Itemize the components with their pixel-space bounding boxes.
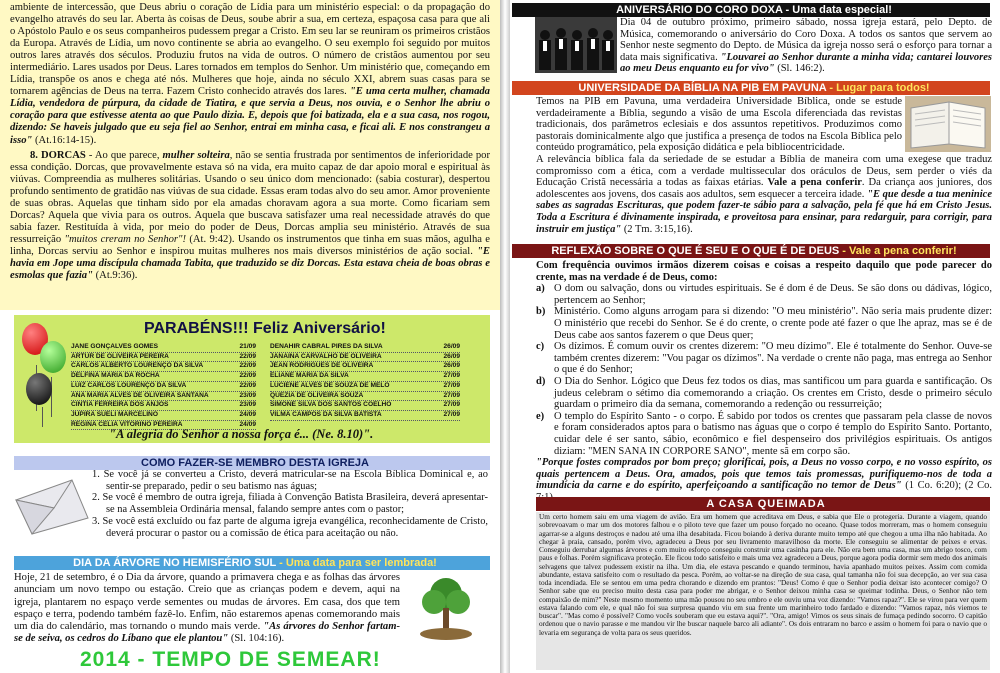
tree-article: Hoje, 21 de setembro, é o Dia da árvore, quando a primavera chega e as folhas das árvores anunciam um novo tempo ou estação. Creio que as crianças podem e devem, aqui na igreja, plantarem no espaço verde sementes ou mudas de árvores. Em casa, dos que tem espaço e terra, podendo também fazê-lo. Enfim, não estaremos apenas comemorando mais um dia do calendário, mas tornando o mundo mais verde. "As árvores do Senhor fartam-se de seiva, os cedros do Líbano que ele plantou" (Sl. 104:16). — [14, 572, 400, 645]
coro-title: ANIVERSÁRIO DO CORO DOXA - Uma data especial! — [512, 3, 990, 17]
birthday-row — [270, 382, 460, 392]
birthday-name: JANE GONÇALVES GOMES — [71, 343, 159, 350]
casa-article: Um certo homem saiu em uma viagem de avião. Era um homem que acreditava em Deus, e sabia que Ele o protegeria. Durante a viagem, quando sobrevoavam o mar um dos motores falhou e o piloto teve que fazer um pouso forçado no oceano. Quase todos morreram, mas o homem conseguiu agarrar-se a alguns destroços e nadou até uma ilha desabitada. Ficou boiando à deriva durante muito tempo até que chegou a uma ilha não habitada. Ao chegar à praia, cansado, porém vivo, agradeceu a Deus por seu livramento maravilhoso da morte. Ele conseguiu se alimentar de peixes e ervas. Conseguiu derrubar algumas árvores e com muito esforço conseguiu construir uma casinha para ele. Não era bem uma casa, mas um abrigo tosco, com paus e folhas. Porém significava proteção. Ele ficou todo satisfeito e mais uma vez agradeceu a Deus, porque agora podia dormir sem medo dos animais selvagens que talvez pudessem existir na ilha. Um dia, ele estava pescando e quando terminou, havia apanhado muitos peixes. Assim com comida abundante, estava satisfeito com o resultado da pesca. Porém, ao voltar-se na direção de sua casa, qual tamanha não foi sua decepção, ao ver sua casa toda incendiada. Ele se sentou em uma pedra chorando e dizendo em prantos: "Deus! Como é que o Senhor podia deixar isto acontecer comigo? O Senhor sabe que eu preciso muito desta casa para poder me abrigar, e o Senhor deixou minha casa se queimar todinha. Deus, o Senhor não tem compaixão de mim?" Neste mesmo momento uma mão pousou no seu ombro e ele ouviu uma voz dizendo: "Vamos rapaz?". Ele se virou para ver quem estava falando com ele, e qual não foi sua surpresa quando viu em sua frente um marinheiro todo fardado e dizendo: "Vamos rapaz, nós viemos te buscar". "Mas como é possível? Como vocês souberam que eu estava aqui?". "Ora, amigo! Vimos os seus sinais de fumaça pedindo socorro. O capitão ordenou que o navio parasse e me mandou vir lhe buscar naquele barco ali adiante". Os dois entraram no barco e assim o homem foi para o navio que o levaria em segurança de volta para os seus queridos. — [536, 512, 990, 670]
bible-photo — [905, 96, 991, 152]
birthday-name: REGINA CELIA VITORINO PEREIRA — [71, 420, 183, 428]
birthday-date: 27/09 — [443, 381, 460, 389]
birthday-date: 27/09 — [443, 372, 460, 380]
birthday-list-2 — [270, 343, 460, 421]
lidia-paragraph: ambiente de intercessão, que Deus abriu o coração de Lídia para um ministério especial: o da propagação do evangelho através do seu lar. Aberta às coisas de Deus, soube abrir a sua, em certeza, espaçosa casa para que ali o Apóstolo Paulo e os seus companheiros pudessem pregar a Cristo. Em seu lar se reuniram os primeiros cristãos da Europa. Através de Lídia, um novo continente se abria ao evangelho. O seu exemplo foi seguido por muitos outros lares através dos séculos. Produziu frutos na vida de outros. O número de cristãos aumentou por seu intermediário. Lares usados por Deus. Lares tornados em templos do Senhor. Um ministério que, começando em Lídia, transpõe os anos e chega até nós. Mulheres que hoje, ainda no século XXI, abrem suas casas para se tornarem agências de Deus na terra. Fazem Cristo conhecido através dos lares. "E uma certa mulher, chamada Lídia, vendedora de púrpura, da cidade de Tiatira, e que servia a Deus, nos ouvia, e o Senhor lhe abriu o coração para que estivesse atenta ao que Paulo dizia. E, depois que foi batizada, ela e a sua casa, nos rogou, dizendo: Se haveis julgado que eu seja fiel ao Senhor, entrai em minha casa, e ficai ali. E nos constrangeu a isso" (At.16:14-15). — [10, 2, 490, 146]
birthday-date: 22/09 — [239, 372, 256, 380]
birthday-row — [71, 382, 256, 392]
coro-article: Dia 04 de outubro próximo, primeiro sábado, nossa igreja estará, pelo Depto. de Música, comemorando o aniversário do Coro Doxa. A todos os santos que servem ao Senhor neste segmento do Depto. de Música da igreja nosso será o esforço para tornar a data mais significativa. "Louvarei ao Senhor durante a minha vida; cantarei louvores ao meu Deus enquanto eu for vivo" (Sl. 146:2). — [620, 17, 992, 75]
birthday-name: DELFINA MARIA DA ROCHA — [71, 372, 160, 380]
birthday-date: 23/09 — [239, 391, 256, 399]
birthday-date: 27/09 — [443, 401, 460, 409]
birthday-name: JUPIRA SUELI MARCELINO — [71, 410, 158, 418]
birthday-name: CARLOS ALBERTO LOURENÇO DA SILVA — [71, 362, 204, 370]
slogan: 2014 - TEMPO DE SEMEAR! — [80, 648, 381, 671]
birthday-row — [71, 372, 256, 382]
birthday-name: ELIANE MARIA DA SILVA — [270, 372, 349, 380]
birthday-row — [71, 362, 256, 372]
page-fold — [500, 0, 510, 673]
envelope-icon — [14, 478, 90, 536]
birthday-name: JEAN RODRIGUES DE OLIVEIRA — [270, 362, 374, 370]
black-balloon-icon — [26, 373, 52, 405]
choir-photo — [535, 17, 617, 73]
birthday-row — [71, 353, 256, 363]
birthday-name: JANAINA CARVALHO DE OLIVEIRA — [270, 352, 382, 360]
birthday-name: ANA MARIA ALVES DE OLIVEIRA SANTANA — [71, 391, 209, 399]
birthday-date: 26/09 — [443, 343, 460, 350]
birthday-list-1 — [71, 343, 256, 430]
birthday-date: 27/09 — [443, 391, 460, 399]
green-balloon-icon — [40, 341, 66, 373]
birthday-name: LUIZ CARLOS LOURENÇO DA SILVA — [71, 381, 187, 389]
member-step: 3. Se você está excluído ou faz parte de alguma igreja evangélica, reconhecidamente de Cristo, deverá procurar o pastor ou a comissão de ética para aceitação ou não. — [92, 515, 488, 539]
birthday-name: LUCIENE ALVES DE SOUZA DE MELO — [270, 381, 390, 389]
birthday-date: 24/09 — [239, 420, 256, 428]
birthday-row — [71, 392, 256, 402]
birthday-row — [270, 411, 460, 421]
casa-title: A CASA QUEIMADA — [536, 497, 990, 511]
member-title: COMO FAZER-SE MEMBRO DESTA IGREJA — [14, 456, 490, 470]
refl-item: e) O templo do Espírito Santo - o corpo. É sabido por todos os crentes que passaram pela classe de novos e foram considerados aptos para o batismo nas águas que o corpo é templo do Espírito Santo. Portanto, cuidar dele é ser santo, sábio, econômico e fiel despenseiro dos privilégios espirituais. Os antigos diziam: "MEN SANA IN CORPORE SANO", mente sã em corpo são. — [536, 410, 992, 457]
birthday-row — [270, 392, 460, 402]
univ-title: UNIVERSIDADE DA BÍBLIA NA PIB EM PAVUNA - Lugar para todos! — [512, 81, 990, 95]
birthday-date: 22/09 — [239, 362, 256, 370]
birthday-date: 22/09 — [239, 381, 256, 389]
member-step: 1. Se você já se converteu a Cristo, deverá matricular-se na Escola Bíblica Dominical e, ao sentir-se preparado, pedir o seu batismo nas águas; — [92, 469, 488, 492]
tree-icon — [404, 572, 488, 644]
birthday-row — [270, 372, 460, 382]
birthday-row — [71, 343, 256, 353]
birthday-date: 26/09 — [443, 362, 460, 370]
intro-article — [0, 0, 500, 310]
birthday-date: 26/09 — [443, 352, 460, 360]
member-step: 2. Se você é membro de outra igreja, filiada à Convenção Batista Brasileira, deverá apresentar-se na Assembleia Ordinária mensal, falando sempre antes com o pastor; — [92, 492, 488, 516]
birthday-date: 23/09 — [239, 401, 256, 409]
dorcas-quote: "E havia em Jope uma discípula chamada Tabita, que traduzido se diz Dorcas. Esta estava cheia de boas obras e esmolas que fazia" — [10, 245, 490, 282]
birthday-row — [71, 401, 256, 411]
birthday-date: 21/09 — [239, 343, 256, 350]
birthday-name: SIMONE SILVA DOS SANTOS COELHO — [270, 401, 392, 409]
refl-title: REFLEXÃO SOBRE O QUE É SEU E O QUE É DE DEUS - Vale a pena conferir! — [512, 244, 990, 258]
birthday-row — [71, 411, 256, 421]
birthday-date: 22/09 — [239, 352, 256, 360]
member-steps — [92, 469, 488, 539]
refl-item: b) Ministério. Como alguns arrogam para si dizendo: "O meu ministério". Não seria mais prudente dizer: O ministério que recebi do Senhor. Se é do crente, o crente pode até fazer o que lhe apraz, mas se é de Deus cabe aos santos fazerem o que Deus quer; — [536, 306, 992, 341]
dorcas-paragraph: 8. DORCAS - Ao que parece, mulher solteira, não se sentia frustrada por sentimentos de inferioridade por essa condição. Dorcas, que provavelmente estava só na vida, era muito capaz de dar apoio moral e espiritual às viúvas. Compreendia as mulheres solitárias. Usando o seu único dom mencionado: (sabia costurar), despertou profundo sentimento de gratidão nas viúvas de sua cidade. Essas eram todas alvo do seu amor. Amor proveniente de suas obras. Aquelas que tinham sido por ela amadas choravam agora a sua morte. Como ficariam sem Dorcas? Aquela que vivia para os outros. Aquela que buscava satisfazer uma real necessidade através do que sabia fazer. Restituída à vida, por meio do poder de Deus, Dorcas amplia seu ministério. Através de sua ressurreição "muitos creram no Senhor"! (At. 9:42). Usando os instrumentos que tinha em suas mãos, agulha e linha, Dorcas serviu ao Senhor e inspirou muitas mulheres nos mais diversos ministérios de ação social. "E havia em Jope uma discípula chamada Tabita, que traduzido se diz Dorcas. Esta estava cheia de boas obras e esmolas que fazia" (At.9:36). — [10, 149, 490, 282]
birthday-title: PARABÉNS!!! Feliz Aniversário! — [144, 320, 386, 337]
birthday-box — [14, 315, 490, 443]
refl-article: Com frequência ouvimos irmãos dizerem coisas e coisas a respeito daquilo que pode parecer do crente, mas na verdade é de Deus, como: a) O dom ou salvação, dons ou virtudes espirituais. Se é dom é de Deus. Se são dons ou dádivas, lógico, pertencem ao Senhor; b) Ministério. Como alguns arrogam para si dizendo: "O meu ministério". Não seria mais prudente dizer: O ministério que recebi do Senhor. Se é do crente, o crente pode até fazer o que lhe apraz, mas se é de Deus cabe aos santos fazerem o que Deus quer; c) Os dízimos. É comum ouvir os crentes dizerem: "O meu dízimo". Ele é totalmente do Senhor. Ouve-se também crentes dizerem: "Vou pagar os dízimos". Na verdade o crente não paga, mas entrega ao Senhor o que é do Senhor; d) O Dia do Senhor. Lógico que Deus fez todos os dias, mas santificou um para guarda e santificação. Os judeus celebram o sétimo dia comemorando a criação. Os crentes em Cristo, desde o primeiro século guardam o primeiro dia da semana, comemorando a redenção ou ressurreição; e) O templo do Espírito Santo - o corpo. É sabido por todos os crentes que passaram pela classe de novos e foram considerados aptos para o batismo nas águas que o corpo é templo do Espírito Santo. Portanto, cuidar dele é ser santo, sábio, econômico e fiel despenseiro dos privilégios espirituais. Os antigos diziam: "MEN SANA IN CORPORE SANO", mente sã em corpo são. "Porque fostes comprados por bom preço; glorificai, pois, a Deus no vosso corpo, e no vosso espírito, os quais pertencem a Deus. Ora, amados, pois que temos tais promessas, purifiquemo-nos de toda a imundícia da carne e do espírito, aperfeiçoando a santificação no temor de Deus" (1 Co. 6:20); (2 Co. — [536, 260, 992, 492]
tree-title: DIA DA ÁRVORE NO HEMISFÉRIO SUL - Uma data para ser lembrada! — [14, 556, 490, 570]
refl-item: d) O Dia do Senhor. Lógico que Deus fez todos os dias, mas santificou um para guarda e santificação. Os judeus celebram o sétimo dia comemorando a criação. Os crentes em Cristo, desde o primeiro século guardam o primeiro dia da semana, comemorando a redenção ou ressurreição; — [536, 375, 992, 411]
birthday-date: 27/09 — [443, 410, 460, 418]
birthday-row — [270, 362, 460, 372]
univ-article: Temos na PIB em Pavuna, uma verdadeira Universidade Bíblica, onde se estude verdadeiramente a Bíblia, segundo a visão de uma Escola diferenciada das revistas tradicionais, dos parâmetros eclesiais e dos assuntos repetitivos. Produzimos como pastorais dominicalmente algo que justifica a presença de todos na Escola Bíblica pelo conteúdo programático, pela exposição didática e pela bibliocentricidade. A relevância bíblica fala da seriedade de se estudar a Bíblia de maneira com uma exegese que traduz compromisso com a ética, com a verdade multissecular dos oráculos de Deus, sem perder o viés da Educação Cristã necessária a todas as faixas etárias. Vale a pena conferir. Da criança aos juniores, dos adolescentes aos jovens, dos casais aos adultos, sem esquecer a terceira idade. "E que desde a tua meninice sabes as sagradas Escrituras, que podem fazer-te sábio para a salvação, pela fé que há em Cristo Jesus. Toda a Escritura é divinamente inspirada, e proveitosa para ensinar, para redarguir, para corrigir, para instruir em justiça" (2 Tm. 3:15,16). — [536, 96, 993, 235]
refl-item: a) O dom ou salvação, dons ou virtudes espirituais. Se é dom é de Deus. Se são dons ou dádivas, lógico, pertencem ao Senhor; — [536, 283, 992, 306]
birthday-name: VILMA CAMPOS DA SILVA BATISTA — [270, 410, 382, 418]
birthday-name: DENAHIR CABRAL PIRES DA SILVA — [270, 343, 383, 350]
lidia-quote: "E uma certa mulher, chamada Lídia, vendedora de púrpura, da cidade de Tiatira, e que servia a Deus, nos ouvia, e o Senhor lhe abriu o coração para que estivesse atenta ao que Paulo dizia. E, depois que foi batizada, ela e a sua casa, nos rogou, dizendo: Se haveis julgado que eu seja fiel ao Senhor, entrai em minha casa, e ficai ali. E nos constrangeu a isso" — [10, 86, 490, 146]
birthday-row — [270, 401, 460, 411]
birthday-date: 24/09 — [239, 410, 256, 418]
birthday-name: QUEZIA DE OLIVEIRA SOUZA — [270, 391, 364, 399]
birthday-row — [270, 343, 460, 353]
refl-item: c) Os dízimos. É comum ouvir os crentes dizerem: "O meu dízimo". Ele é totalmente do Senhor. Ouve-se também crentes dizerem: "Vou pagar os dízimos". Na verdade o crente não paga, mas entrega ao Senhor o que é do Senhor; — [536, 341, 992, 376]
birthday-name: CINTIA FERREIRA DOS ANJOS — [71, 401, 169, 409]
birthday-row — [270, 353, 460, 363]
birthday-quote: "A alegria do Senhor a nossa força é... (Ne. 8.10)". — [109, 427, 374, 441]
birthday-name: ARTUR DE OLIVEIRA PEREIRA — [71, 352, 169, 360]
